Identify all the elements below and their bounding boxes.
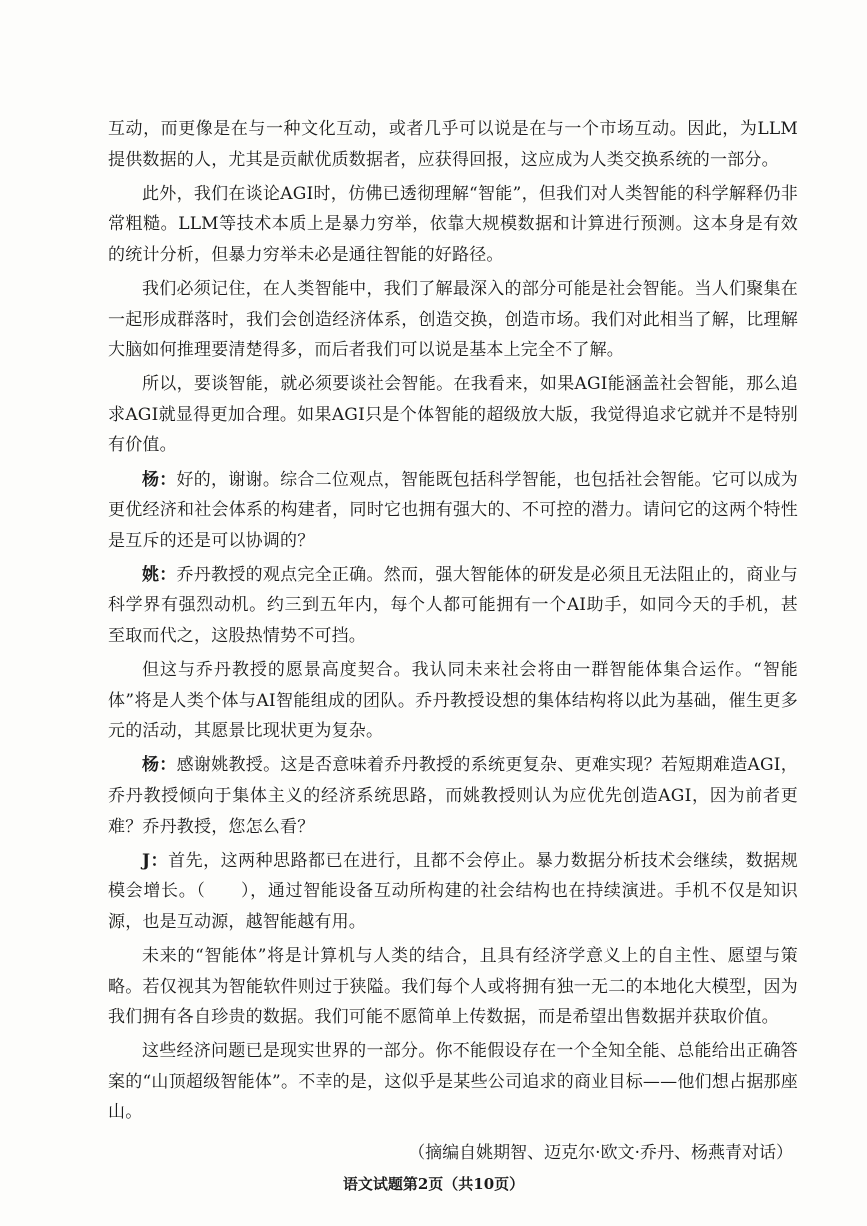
paragraph (108, 941, 798, 1033)
paragraph-text: 互动，而更像是在与一种文化互动，或者几乎可以说是在与一个市场互动。因此，为LLM提供数据的人，尤其是贡献优质数据者，应获得回报，这应成为人类交换系统的一部分。 (108, 119, 798, 170)
paragraph (108, 750, 798, 842)
speaker-label: 杨： (142, 755, 177, 776)
paragraph-text: 乔丹教授的观点完全正确。然而，强大智能体的研发是必须且无法阻止的，商业与科学界有强烈动机。约三到五年内，每个人都可能拥有一个AI助手，如同今天的手机，甚至取而代之，这股热情势不可挡。 (108, 564, 798, 646)
paragraph-text: 好的，谢谢。综合二位观点，智能既包括科学智能，也包括社会智能。它可以成为更优经济和社会体系的构建者，同时它也拥有强大的、不可控的潜力。请问它的这两个特性是互斥的还是可以协调的？ (108, 469, 798, 551)
source-citation: （摘编自姚期智、迈克尔·欧文·乔丹、杨燕青对话） (408, 1143, 793, 1163)
paragraph (108, 274, 798, 366)
paragraph (108, 1036, 798, 1128)
paragraph-text: 这些经济问题已是现实世界的一部分。你不能假设存在一个全知全能、总能给出正确答案的“山顶超级智能体”。不幸的是，这似乎是某些公司追求的商业目标——他们想占据那座山。 (108, 1041, 798, 1123)
paragraph (108, 179, 798, 271)
paragraph-text: 未来的“智能体”将是计算机与人类的结合，且具有经济学意义上的自主性、愿望与策略。若仅视其为智能软件则过于狭隘。我们每个人或将拥有独一无二的本地化大模型，因为我们拥有各自珍贵的数据。我们可能不愿简单上传数据，而是希望出售数据并获取价值。 (108, 945, 798, 1028)
speaker-label: 杨： (142, 469, 177, 490)
paragraph-text: 首先，这两种思路都已在进行，且都不会停止。暴力数据分析技术会继续，数据规模会增长。（ ），通过智能设备互动所构建的社会结构也在持续演进。手机不仅是知识源，也是互动源，越智能越有用。 (108, 850, 798, 932)
paragraph (108, 114, 798, 175)
paragraph-text: 但这与乔丹教授的愿景高度契合。我认同未来社会将由一群智能体集合运作。“智能体”将是人类个体与AI智能组成的团队。乔丹教授设想的集体结构将以此为基础，催生更多元的活动，其愿景比现状更为复杂。 (108, 660, 798, 742)
paragraph (108, 655, 798, 747)
paragraph-text: 所以，要谈智能，就必须要谈社会智能。在我看来，如果AGI能涵盖社会智能，那么追求AGI就显得更加合理。如果AGI只是个体智能的超级放大版，我觉得追求它就并不是特别有价值。 (108, 374, 798, 456)
paragraph-text: 此外，我们在谈论AGI时，仿佛已透彻理解“智能”，但我们对人类智能的科学解释仍非常粗糙。LLM等技术本质上是暴力穷举，依靠大规模数据和计算进行预测。这本身是有效的统计分析，但暴力穷举未必是通往智能的好路径。 (108, 183, 798, 265)
paragraph (108, 846, 798, 938)
paragraph (108, 560, 798, 652)
speaker-label: J： (142, 850, 169, 871)
speaker-label: 姚： (142, 564, 177, 585)
paragraph-text: 我们必须记住，在人类智能中，我们了解最深入的部分可能是社会智能。当人们聚集在一起形成群落时，我们会创造经济体系，创造交换，创造市场。我们对此相当了解，比理解大脑如何推理要清楚得多，而后者我们可以说是基本上完全不了解。 (108, 278, 798, 361)
page-footer: 语文试题第2页（共10页） (342, 1175, 525, 1193)
article-body (108, 114, 798, 1132)
paragraph (108, 465, 798, 557)
paragraph-text: 感谢姚教授。这是否意味着乔丹教授的系统更复杂、更难实现？若短期难造AGI，乔丹教授倾向于集体主义的经济系统思路，而姚教授则认为应优先创造AGI，因为前者更难？乔丹教授，您怎么看？ (108, 755, 798, 837)
paragraph (108, 369, 798, 461)
